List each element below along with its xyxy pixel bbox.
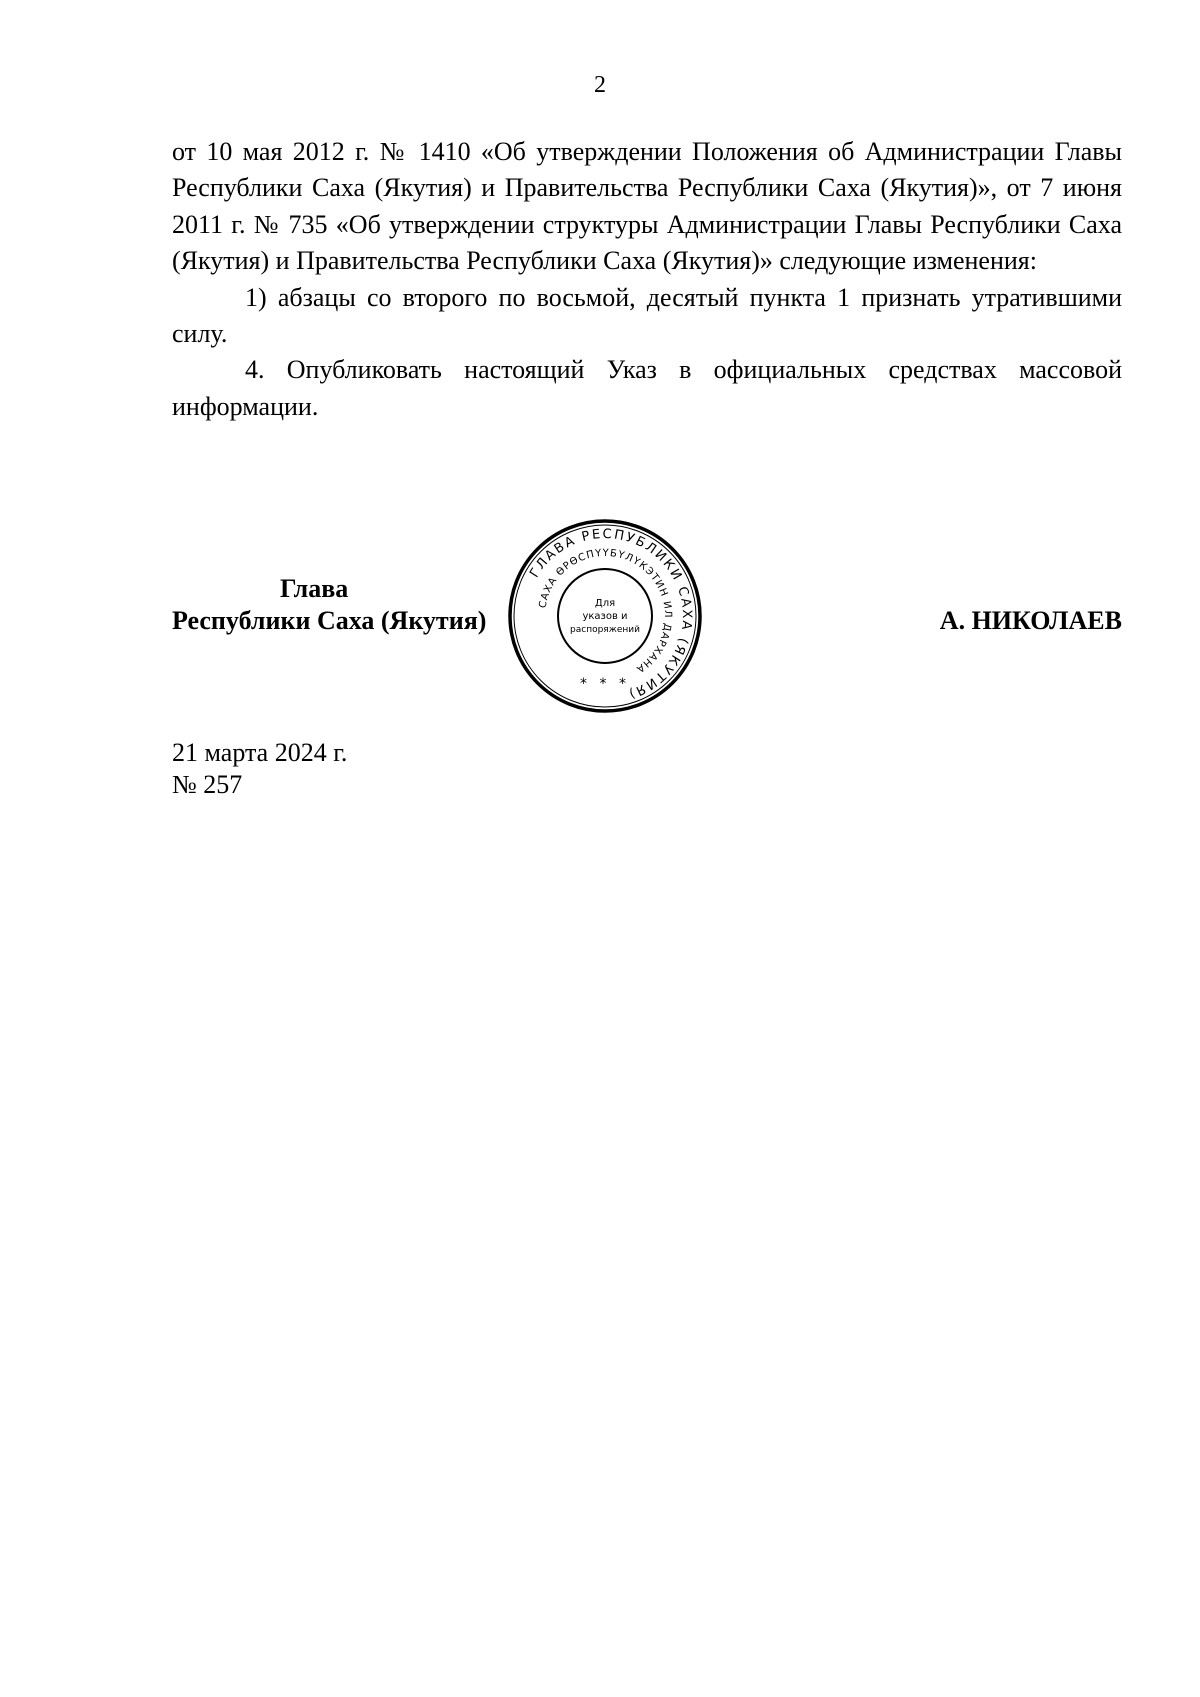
paragraph-item-4: 4. Опубликовать настоящий Указ в официальных средствах массовой информации. [172, 355, 1122, 421]
paragraph-changes: от 10 мая 2012 г. № 1410 «Об утверждении Положения об Администрации Главы Республики Саха (Якутия) и Правительства Республики Саха (Якутия)», от 7 июня 2011 г. № 735 «Об утверждении структуры Администрации Главы Республики Саха (Якутия) и Правительства Республики Саха (Якутия)» следующие изменения: [172, 137, 1122, 276]
signatory-title-line2: Республики Саха (Якутия) [172, 606, 487, 635]
document-date: 21 марта 2024 г. [172, 738, 348, 767]
seal-center-line1: Для [594, 598, 616, 609]
page-number: 2 [594, 72, 606, 98]
signatory-name: А. НИКОЛАЕВ [939, 606, 1122, 635]
paragraph-item-1: 1) абзацы со второго по восьмой, десятый пункта 1 признать утратившими силу. [172, 282, 1122, 349]
official-seal [505, 516, 705, 716]
seal-stars: * * * [580, 676, 630, 692]
document-number: № 257 [172, 770, 243, 799]
document-body [172, 134, 1122, 425]
signatory-title-line1: Глава [280, 574, 349, 603]
seal-inner-ring-text: САХА ӨРӨСПҮҮБҮЛҮКЭТИН ИЛ ДАРХАНА [537, 547, 674, 675]
seal-outer-text: ГЛАВА РЕСПУБЛИКИ САХА (ЯКУТИЯ) [527, 526, 695, 702]
seal-center-line2: указов и [582, 611, 628, 622]
seal-center-line3: распоряжений [570, 625, 640, 635]
